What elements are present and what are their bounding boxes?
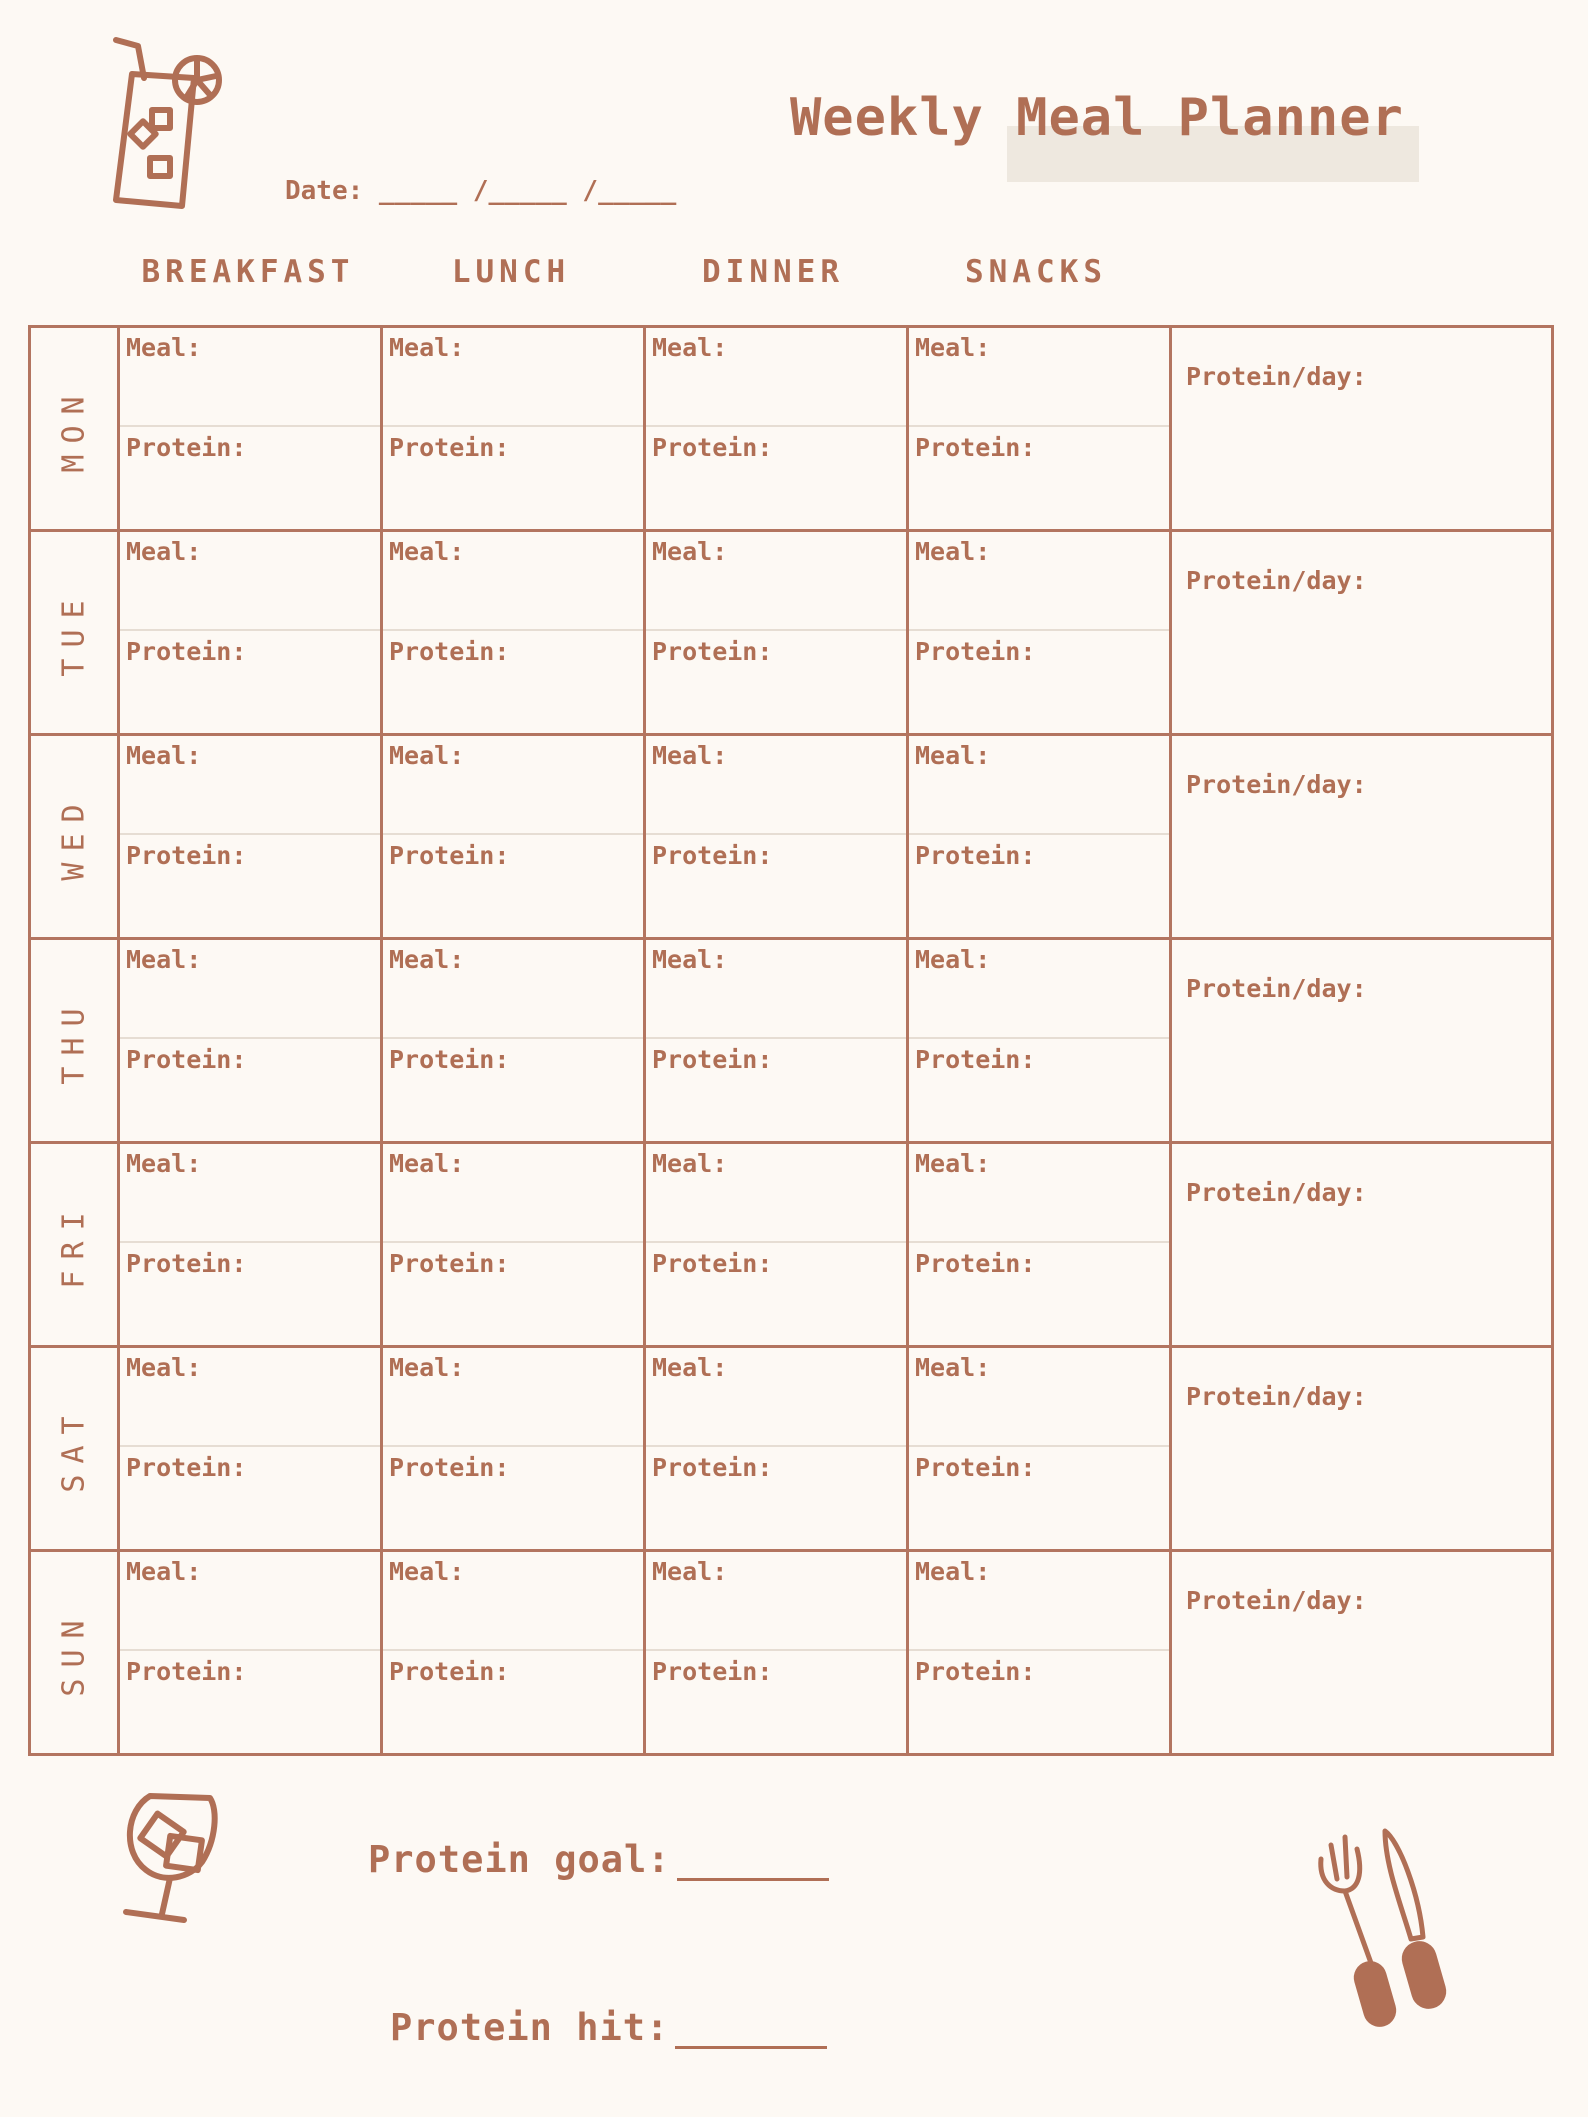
dinner-cell [645,531,908,735]
column-header-dinner: DINNER [702,254,844,290]
meal-field[interactable]: Meal: [120,1348,380,1447]
meal-field[interactable]: Meal: [120,328,380,427]
meal-field[interactable]: Meal: [383,328,643,427]
protein-field[interactable]: Protein: [915,841,1036,870]
day-label: MON [56,384,92,473]
protein-field[interactable]: Protein: [915,433,1036,462]
glass-with-ice-icon [118,1790,228,1930]
protein-field[interactable]: Protein: [389,841,510,870]
protein-field[interactable]: Protein: [389,433,510,462]
protein-field[interactable]: Protein: [652,433,773,462]
meal-field[interactable]: Meal: [909,1144,1169,1243]
lunch-cell [382,939,645,1143]
day-cell [30,1143,119,1347]
protein-day-cell [1171,531,1553,735]
meal-field[interactable]: Meal: [646,1552,906,1651]
protein-field[interactable]: Protein: [915,637,1036,666]
breakfast-cell [119,939,382,1143]
day-row-sun [30,1551,1553,1755]
protein-day-field[interactable]: Protein/day: [1186,974,1367,1003]
column-header-breakfast: BREAKFAST [141,254,355,290]
meal-field[interactable]: Meal: [646,940,906,1039]
meal-field[interactable]: Meal: [909,1552,1169,1651]
meal-field[interactable]: Meal: [646,736,906,835]
protein-field[interactable]: Protein: [126,1249,247,1278]
day-label: TUE [56,588,92,677]
protein-field[interactable]: Protein: [389,637,510,666]
meal-field[interactable]: Meal: [909,736,1169,835]
protein-day-field[interactable]: Protein/day: [1186,362,1367,391]
column-header-snacks: SNACKS [965,254,1107,290]
meal-field[interactable]: Meal: [120,736,380,835]
day-cell [30,939,119,1143]
snacks-cell [908,1143,1171,1347]
day-cell [30,1551,119,1755]
day-cell [30,327,119,531]
protein-field[interactable]: Protein: [389,1657,510,1686]
dinner-cell [645,1347,908,1551]
meal-field[interactable]: Meal: [120,940,380,1039]
protein-day-field[interactable]: Protein/day: [1186,1586,1367,1615]
meal-field[interactable]: Meal: [383,1552,643,1651]
protein-field[interactable]: Protein: [389,1045,510,1074]
meal-field[interactable]: Meal: [120,1552,380,1651]
meal-field[interactable]: Meal: [909,328,1169,427]
protein-day-cell [1171,327,1553,531]
meal-field[interactable]: Meal: [646,328,906,427]
protein-field[interactable]: Protein: [126,637,247,666]
protein-field[interactable]: Protein: [915,1453,1036,1482]
meal-field[interactable]: Meal: [383,940,643,1039]
protein-field[interactable]: Protein: [126,1453,247,1482]
protein-field[interactable]: Protein: [915,1249,1036,1278]
protein-day-field[interactable]: Protein/day: [1186,770,1367,799]
lunch-cell [382,1143,645,1347]
day-cell [30,1347,119,1551]
dinner-cell [645,939,908,1143]
protein-field[interactable]: Protein: [126,433,247,462]
snacks-cell [908,1347,1171,1551]
protein-field[interactable]: Protein: [652,841,773,870]
day-row-sat [30,1347,1553,1551]
protein-field[interactable]: Protein: [126,1657,247,1686]
page-title: Weekly Meal Planner [790,88,1404,148]
meal-field[interactable]: Meal: [383,532,643,631]
protein-field[interactable]: Protein: [652,1453,773,1482]
day-label: THU [56,996,92,1085]
lunch-cell [382,531,645,735]
meal-field[interactable]: Meal: [646,1348,906,1447]
day-row-tue [30,531,1553,735]
fork-knife-icon [1315,1825,1465,2015]
day-row-wed [30,735,1553,939]
protein-day-cell [1171,735,1553,939]
protein-field[interactable]: Protein: [126,1045,247,1074]
meal-field[interactable]: Meal: [909,940,1169,1039]
dinner-cell [645,1143,908,1347]
protein-field[interactable]: Protein: [652,1249,773,1278]
dinner-cell [645,327,908,531]
dinner-cell [645,1551,908,1755]
protein-hit-field[interactable] [390,2006,827,2049]
breakfast-cell [119,327,382,531]
day-label: WED [56,792,92,881]
day-cell [30,531,119,735]
meal-field[interactable]: Meal: [383,1144,643,1243]
breakfast-cell [119,1143,382,1347]
protein-hit-label: Protein hit: [390,2006,670,2049]
day-cell [30,735,119,939]
lunch-cell [382,1347,645,1551]
meal-field[interactable]: Meal: [909,1348,1169,1447]
snacks-cell [908,531,1171,735]
day-row-mon [30,327,1553,531]
snacks-cell [908,735,1171,939]
day-row-fri [30,1143,1553,1347]
breakfast-cell [119,531,382,735]
protein-field[interactable]: Protein: [915,1657,1036,1686]
protein-field[interactable]: Protein: [126,841,247,870]
protein-field[interactable]: Protein: [389,1249,510,1278]
meal-field[interactable]: Meal: [383,1348,643,1447]
breakfast-cell [119,1347,382,1551]
day-label: SAT [56,1404,92,1493]
protein-field[interactable]: Protein: [652,1657,773,1686]
protein-day-field[interactable]: Protein/day: [1186,1178,1367,1207]
protein-day-cell [1171,939,1553,1143]
meal-field[interactable]: Meal: [646,1144,906,1243]
day-row-thu [30,939,1553,1143]
meal-field[interactable]: Meal: [383,736,643,835]
protein-field[interactable]: Protein: [915,1045,1036,1074]
lunch-cell [382,1551,645,1755]
snacks-cell [908,939,1171,1143]
date-field[interactable]: Date: _____ /_____ /_____ [285,176,677,206]
protein-day-cell [1171,1143,1553,1347]
meal-field[interactable]: Meal: [646,532,906,631]
snacks-cell [908,327,1171,531]
protein-goal-label: Protein goal: [368,1838,671,1881]
protein-day-cell [1171,1347,1553,1551]
protein-day-cell [1171,1551,1553,1755]
breakfast-cell [119,1551,382,1755]
meal-planner-grid [28,325,1554,1756]
day-label: SUN [56,1608,92,1697]
dinner-cell [645,735,908,939]
protein-hit-line [675,2016,827,2049]
breakfast-cell [119,735,382,939]
protein-field[interactable]: Protein: [652,1045,773,1074]
lunch-cell [382,735,645,939]
meal-field[interactable]: Meal: [120,532,380,631]
snacks-cell [908,1551,1171,1755]
protein-field[interactable]: Protein: [652,637,773,666]
meal-field[interactable]: Meal: [909,532,1169,631]
protein-day-field[interactable]: Protein/day: [1186,566,1367,595]
day-label: FRI [56,1200,92,1289]
protein-goal-line [677,1848,829,1881]
iced-drink-icon [108,38,228,213]
meal-field[interactable]: Meal: [120,1144,380,1243]
column-header-lunch: LUNCH [451,254,571,290]
protein-goal-field[interactable] [368,1838,829,1881]
protein-day-field[interactable]: Protein/day: [1186,1382,1367,1411]
protein-field[interactable]: Protein: [389,1453,510,1482]
lunch-cell [382,327,645,531]
